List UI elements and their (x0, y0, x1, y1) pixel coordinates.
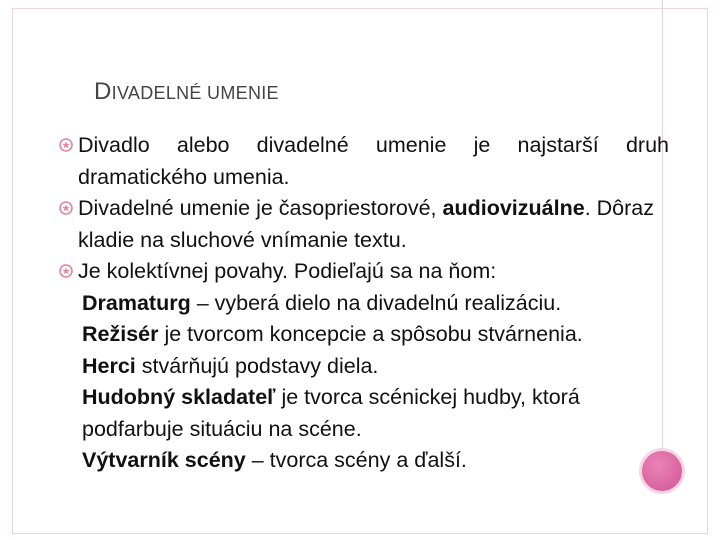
title-initial: D (94, 78, 112, 105)
bullet-item (59, 130, 669, 193)
bullet-text: . Dôraz kladie na sluchové vnímanie textu. (78, 196, 654, 252)
bullet-item (59, 256, 669, 288)
role-line (59, 382, 669, 445)
star-bullet-icon (59, 264, 73, 278)
role-desc: je tvorcom koncepcie a spôsobu stvárnenia. (158, 322, 583, 346)
term-audiovizualne: audiovizuálne (442, 196, 585, 220)
role-name: Hudobný skladateľ (82, 385, 276, 409)
slide-title (94, 78, 279, 106)
role-line (59, 288, 669, 320)
role-name: Dramaturg (82, 290, 191, 315)
role-desc: – vyberá dielo na divadelnú realizáciu. (190, 290, 562, 315)
pink-circle-ornament (639, 448, 685, 494)
role-line (59, 445, 669, 477)
bullet-text: Divadelné umenie je časopriestorové, (78, 196, 443, 220)
star-bullet-icon (59, 201, 73, 215)
role-line (59, 319, 669, 351)
bullet-text: Je kolektívnej povahy. Podieľajú sa na ňom: (78, 259, 497, 283)
bullet-item (59, 193, 669, 256)
role-name: Herci (82, 353, 136, 378)
role-desc: – tvorca scény a ďalší. (245, 448, 467, 472)
role-name: Výtvarník scény (82, 448, 246, 472)
term-divadelne-umenie: divadelné umenie (256, 133, 447, 157)
role-desc: je tvorca scénickej hudby, ktorá podfarbuje situáciu na scéne. (82, 385, 580, 441)
bullet-text: alebo (149, 133, 257, 157)
term-divadlo: Divadlo (78, 133, 150, 157)
role-desc: stvárňujú podstavy diela. (135, 353, 379, 378)
title-rest: IVADELNÉ UMENIE (111, 83, 279, 103)
role-name: Režisér (82, 322, 159, 346)
bullet-list (59, 130, 669, 477)
star-bullet-icon (59, 138, 73, 152)
bullet-text: je najstarší druh dramatického umenia. (78, 133, 669, 189)
role-line (59, 351, 669, 383)
